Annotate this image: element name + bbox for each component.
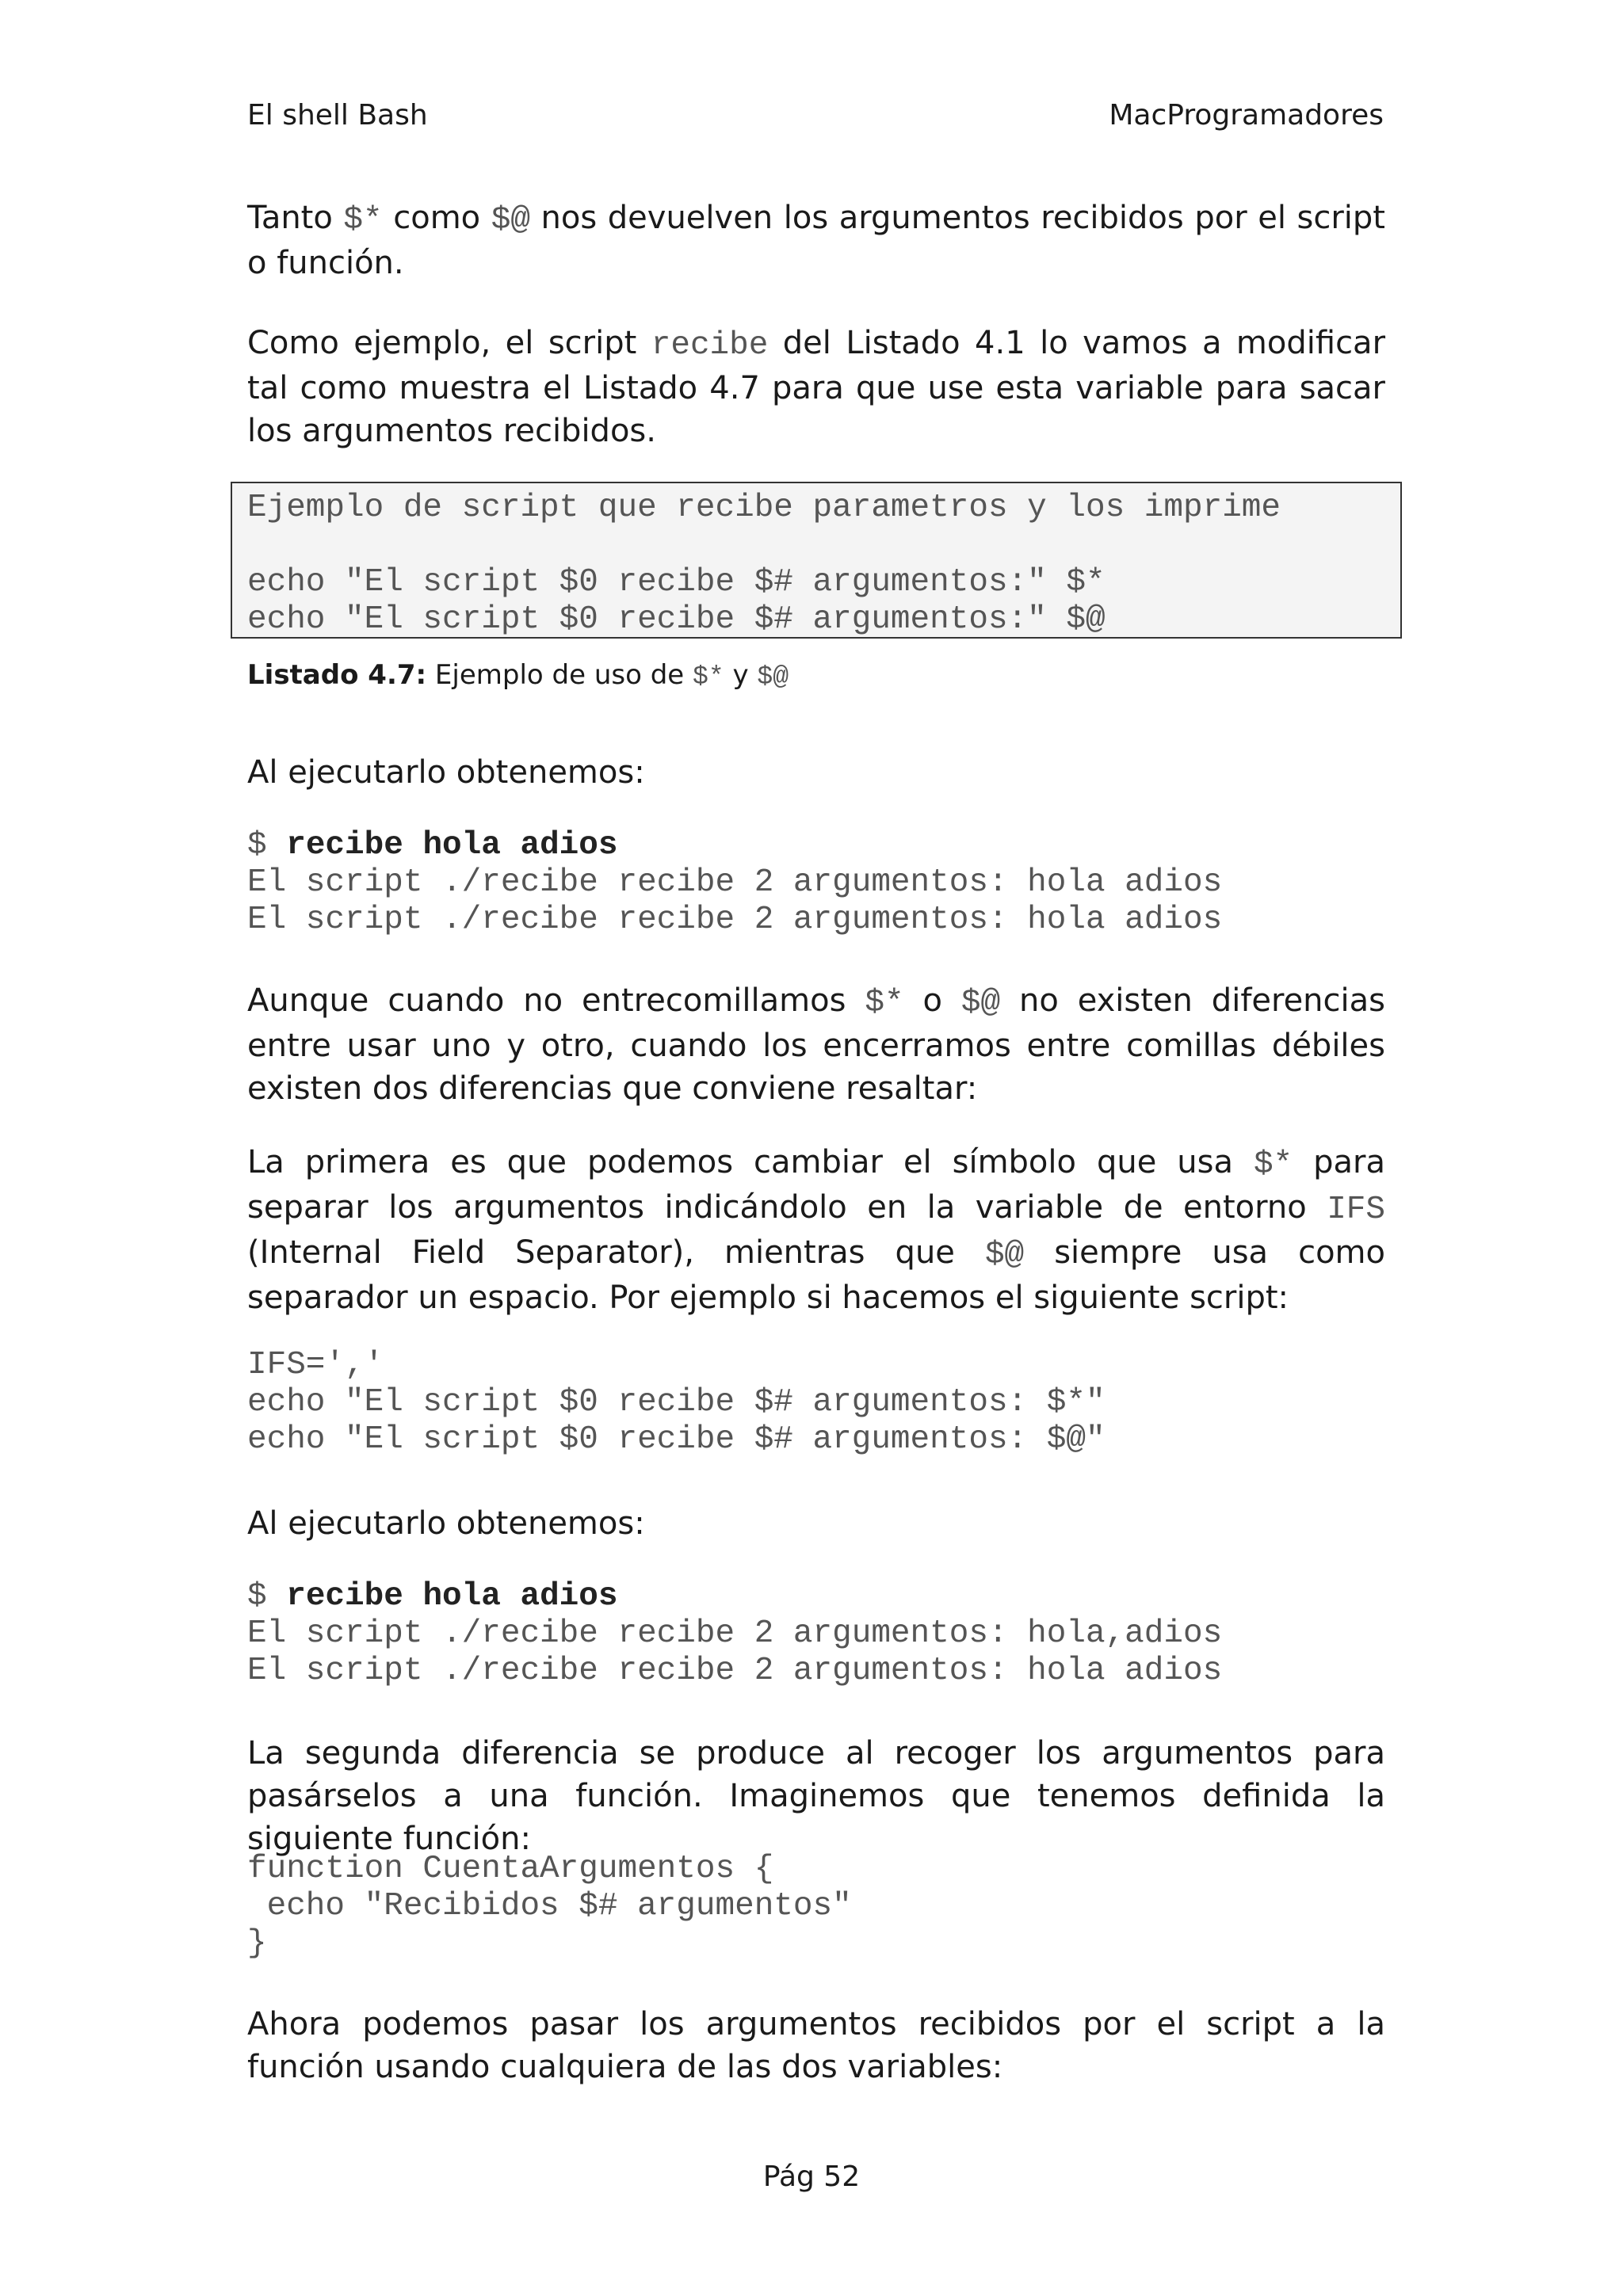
inline-code: $* (343, 202, 383, 238)
inline-code: $@ (757, 662, 789, 692)
text: siempre usa como separador un espacio. Por ejemplo si hacemos el siguiente script: (247, 1234, 1385, 1316)
code-line: } (247, 1925, 267, 1962)
code-ifs-script (247, 1347, 1106, 1459)
output-line: El script ./recibe recibe 2 argumentos: hola adios (247, 902, 1223, 938)
shell-prompt: $ (247, 1578, 287, 1615)
listing-caption (247, 658, 789, 695)
text: o (903, 982, 961, 1019)
paragraph-second-difference: La segunda diferencia se produce al recoger los argumentos para pasárselos a una función. Imaginemos que tenemos definida la siguiente función: (247, 1735, 1385, 1857)
terminal-output-2 (247, 1578, 1222, 1690)
inline-code: $@ (984, 1237, 1025, 1273)
inline-code: recibe (651, 327, 769, 364)
shell-prompt: $ (247, 827, 287, 864)
running-header-site: MacProgramadores (1109, 99, 1384, 132)
paragraph-pass-arguments: Ahora podemos pasar los argumentos recibidos por el script a la función usando cualquiera de las dos variables: (247, 2006, 1385, 2085)
text: del Listado 4.1 lo vamos a modificar tal como muestra el Listado 4.7 para que use esta variable para sacar los argumentos recibidos. (247, 325, 1386, 449)
code-line: echo "El script $0 recibe $# argumentos:" $@ (247, 601, 1106, 638)
shell-command: recibe hola adios (286, 1578, 618, 1615)
text: Tanto (247, 200, 344, 236)
text: Como ejemplo, el script (247, 325, 651, 361)
paragraph-run-2: Al ejecutarlo obtenemos: (247, 1505, 645, 1542)
inline-code: $* (865, 985, 904, 1021)
paragraph-example (247, 322, 1385, 452)
output-line: El script ./recibe recibe 2 argumentos: hola adios (247, 1653, 1223, 1689)
paragraph-run: Al ejecutarlo obtenemos: (247, 754, 645, 791)
paragraph-intro (247, 196, 1385, 284)
paragraph-ifs (247, 1141, 1385, 1319)
code-listing (247, 490, 1281, 639)
inline-code: $* (1253, 1146, 1293, 1183)
text: para separar los argumentos indicándolo en la variable de entorno (247, 1144, 1385, 1226)
code-line: function CuentaArgumentos { (247, 1851, 774, 1887)
text: La primera es que podemos cambiar el símbolo que usa (247, 1144, 1254, 1180)
text: Ejemplo de uso de (426, 659, 693, 691)
code-line: echo "El script $0 recibe $# argumentos:" $* (247, 564, 1106, 601)
inline-code: $@ (491, 202, 530, 238)
output-line: El script ./recibe recibe 2 argumentos: hola,adios (247, 1615, 1223, 1652)
running-header-title: El shell Bash (247, 99, 428, 132)
code-function (247, 1851, 852, 1962)
code-line: echo "Recibidos $# argumentos" (247, 1888, 852, 1924)
text: como (382, 200, 491, 236)
inline-code: IFS (1327, 1192, 1385, 1228)
page-number: Pág 52 (762, 2161, 861, 2193)
caption-label: Listado 4.7: (247, 659, 427, 691)
paragraph-differences (247, 979, 1385, 1110)
terminal-output (247, 827, 1222, 939)
text: no existen diferencias entre usar uno y otro, cuando los encerramos entre comillas débiles existen dos diferencias que conviene resaltar: (247, 982, 1385, 1107)
inline-code: $* (693, 662, 724, 692)
text: Aunque cuando no entrecomillamos (247, 982, 865, 1019)
shell-command: recibe hola adios (286, 827, 618, 864)
code-listing-box (231, 482, 1402, 639)
text: y (724, 659, 758, 691)
code-line: IFS=',' (247, 1347, 384, 1383)
text: (Internal Field Separator), mientras que (247, 1234, 985, 1271)
code-line: Ejemplo de script que recibe parametros y los imprime (247, 490, 1281, 526)
text: nos devuelven los argumentos recibidos por el script o función. (247, 200, 1385, 281)
inline-code: $@ (960, 985, 1001, 1021)
code-line: echo "El script $0 recibe $# argumentos: $@" (247, 1421, 1106, 1458)
code-line: echo "El script $0 recibe $# argumentos: $*" (247, 1384, 1106, 1421)
output-line: El script ./recibe recibe 2 argumentos: hola adios (247, 864, 1223, 901)
